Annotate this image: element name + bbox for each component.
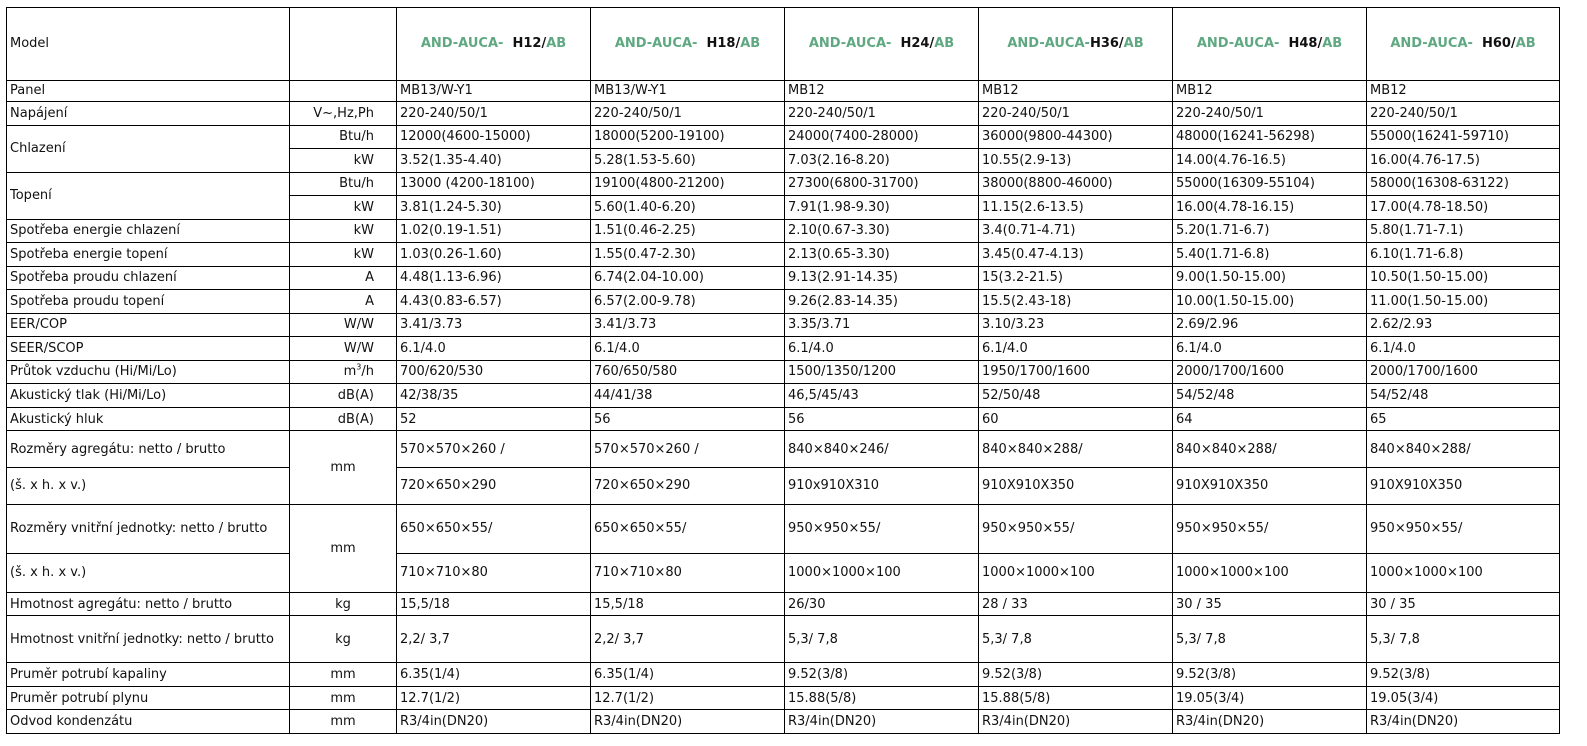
unit-cell: kg [290, 616, 397, 663]
value-cell: 30 / 35 [1173, 592, 1367, 616]
value-cell: 9.52(3/8) [979, 663, 1173, 687]
value-cell: 2,2/ 3,7 [591, 616, 785, 663]
value-cell: 760/650/580 [591, 360, 785, 384]
value-cell: 10.00(1.50-15.00) [1173, 290, 1367, 314]
unit-cell: W/W [290, 313, 397, 337]
value-cell: 5,3/ 7,8 [1367, 616, 1560, 663]
row-label: Pruměr potrubí kapaliny [7, 663, 290, 687]
value-cell: 18000(5200-19100) [591, 125, 785, 149]
value-cell: 2,2/ 3,7 [397, 616, 591, 663]
value-cell: 52/50/48 [979, 384, 1173, 408]
value-cell: 6.1/4.0 [1367, 337, 1560, 361]
row-label: Rozměry vnitřní jednotky: netto / brutto [7, 504, 290, 553]
unit-base: m [343, 364, 357, 380]
value-cell: 36000(9800-44300) [979, 125, 1173, 149]
value-cell: 5,3/ 7,8 [979, 616, 1173, 663]
value-cell: 720×650×290 [591, 468, 785, 505]
value-cell: 15(3.2-21.5) [979, 266, 1173, 290]
unit-cell: V~,Hz,Ph [290, 102, 397, 126]
row-label: Hmotnost vnitřní jednotky: netto / brutto [7, 616, 290, 663]
table-row [7, 337, 1560, 361]
value-cell: 15.5(2.43-18) [979, 290, 1173, 314]
value-cell: 13000 (4200-18100) [397, 172, 591, 196]
value-cell: 65 [1367, 407, 1560, 431]
value-cell: 220-240/50/1 [1367, 102, 1560, 126]
unit-cell: W/W [290, 337, 397, 361]
table-row [7, 125, 1560, 149]
table-row [7, 686, 1560, 710]
value-cell: 15,5/18 [591, 592, 785, 616]
value-cell: 16.00(4.78-16.15) [1173, 196, 1367, 220]
value-cell: 720×650×290 [397, 468, 591, 505]
unit-cell: Btu/h [290, 125, 397, 149]
value-cell: MB12 [979, 80, 1173, 101]
value-cell: 9.00(1.50-15.00) [1173, 266, 1367, 290]
table-row [7, 219, 1560, 243]
value-cell: 19.05(3/4) [1173, 686, 1367, 710]
row-label: EER/COP [7, 313, 290, 337]
value-cell: 5.20(1.71-6.7) [1173, 219, 1367, 243]
value-cell: 26/30 [785, 592, 979, 616]
unit-cell [290, 80, 397, 101]
value-cell: 28 / 33 [979, 592, 1173, 616]
value-cell: 1.02(0.19-1.51) [397, 219, 591, 243]
table-row [7, 266, 1560, 290]
unit-cell: kW [290, 219, 397, 243]
value-cell: 6.1/4.0 [979, 337, 1173, 361]
row-label: Odvod kondenzátu [7, 710, 290, 734]
row-label: Hmotnost agregátu: netto / brutto [7, 592, 290, 616]
row-label: Spotřeba energie topení [7, 243, 290, 267]
value-cell: R3/4in(DN20) [591, 710, 785, 734]
value-cell: MB12 [1367, 80, 1560, 101]
value-cell: 27300(6800-31700) [785, 172, 979, 196]
row-label: Akustický hluk [7, 407, 290, 431]
value-cell: 6.1/4.0 [1173, 337, 1367, 361]
value-cell: 30 / 35 [1367, 592, 1560, 616]
value-cell: 1950/1700/1600 [979, 360, 1173, 384]
table-row [7, 407, 1560, 431]
value-cell: 220-240/50/1 [1173, 102, 1367, 126]
model-header: AND-AUCA- H12/AB [397, 8, 591, 81]
value-cell: R3/4in(DN20) [979, 710, 1173, 734]
unit-cell: mm [290, 663, 397, 687]
value-cell: 55000(16309-55104) [1173, 172, 1367, 196]
table-row [7, 80, 1560, 101]
unit-cell: mm [290, 710, 397, 734]
unit-cell: mm [290, 686, 397, 710]
model-header: AND-AUCA- H60/AB [1367, 8, 1560, 81]
value-cell: 6.1/4.0 [397, 337, 591, 361]
value-cell: 650×650×55/ [591, 504, 785, 553]
value-cell: 56 [591, 407, 785, 431]
model-header: AND-AUCA-H36/AB [979, 8, 1173, 81]
row-label: Chlazení [7, 125, 290, 172]
table-row [7, 243, 1560, 267]
value-cell: 9.52(3/8) [785, 663, 979, 687]
table-row [7, 172, 1560, 196]
value-cell: 15,5/18 [397, 592, 591, 616]
value-cell: R3/4in(DN20) [785, 710, 979, 734]
value-cell: 9.52(3/8) [1173, 663, 1367, 687]
value-cell: 1500/1350/1200 [785, 360, 979, 384]
value-cell: 9.13(2.91-14.35) [785, 266, 979, 290]
value-cell: 12.7(1/2) [591, 686, 785, 710]
value-cell: R3/4in(DN20) [1367, 710, 1560, 734]
table-row [7, 102, 1560, 126]
value-cell: 220-240/50/1 [397, 102, 591, 126]
row-label: (š. x h. x v.) [7, 468, 290, 505]
row-label: Spotřeba energie chlazení [7, 219, 290, 243]
header-unit-cell [290, 8, 397, 81]
value-cell: 24000(7400-28000) [785, 125, 979, 149]
value-cell: 44/41/38 [591, 384, 785, 408]
table-row [7, 313, 1560, 337]
table-row [7, 431, 1560, 468]
value-cell: 950×950×55/ [1367, 504, 1560, 553]
table-row [7, 710, 1560, 734]
value-cell: 840×840×246/ [785, 431, 979, 468]
unit-cell [290, 360, 397, 384]
value-cell: 1.55(0.47-2.30) [591, 243, 785, 267]
value-cell: 1000×1000×100 [785, 553, 979, 592]
value-cell: 650×650×55/ [397, 504, 591, 553]
value-cell: 840×840×288/ [1173, 431, 1367, 468]
row-label: Pruměr potrubí plynu [7, 686, 290, 710]
value-cell: 2.62/2.93 [1367, 313, 1560, 337]
row-label: Akustický tlak (Hi/Mi/Lo) [7, 384, 290, 408]
unit-cell: kW [290, 243, 397, 267]
value-cell: 220-240/50/1 [785, 102, 979, 126]
unit-cell: kW [290, 196, 397, 220]
value-cell: 54/52/48 [1173, 384, 1367, 408]
value-cell: 3.41/3.73 [591, 313, 785, 337]
header-label: Model [7, 8, 290, 81]
value-cell: 950×950×55/ [979, 504, 1173, 553]
header-row [7, 8, 1560, 81]
value-cell: 710×710×80 [397, 553, 591, 592]
value-cell: 6.74(2.04-10.00) [591, 266, 785, 290]
value-cell: 2000/1700/1600 [1173, 360, 1367, 384]
value-cell: 52 [397, 407, 591, 431]
value-cell: 15.88(5/8) [785, 686, 979, 710]
table-row [7, 592, 1560, 616]
value-cell: 6.10(1.71-6.8) [1367, 243, 1560, 267]
value-cell: 9.52(3/8) [1367, 663, 1560, 687]
table-row [7, 290, 1560, 314]
value-cell: 3.81(1.24-5.30) [397, 196, 591, 220]
value-cell: 570×570×260 / [397, 431, 591, 468]
value-cell: 220-240/50/1 [979, 102, 1173, 126]
value-cell: 910X910X350 [1173, 468, 1367, 505]
value-cell: 15.88(5/8) [979, 686, 1173, 710]
value-cell: 56 [785, 407, 979, 431]
row-label: Spotřeba proudu topení [7, 290, 290, 314]
unit-cell: mm [290, 431, 397, 505]
value-cell: 3.41/3.73 [397, 313, 591, 337]
value-cell: 910x910X310 [785, 468, 979, 505]
unit-cell: A [290, 290, 397, 314]
value-cell: 5.80(1.71-7.1) [1367, 219, 1560, 243]
value-cell: 950×950×55/ [785, 504, 979, 553]
row-label: Napájení [7, 102, 290, 126]
value-cell: 950×950×55/ [1173, 504, 1367, 553]
unit-superscript: 3 [356, 363, 362, 373]
row-label: Panel [7, 80, 290, 101]
value-cell: 19100(4800-21200) [591, 172, 785, 196]
value-cell: 1.51(0.46-2.25) [591, 219, 785, 243]
value-cell: 3.45(0.47-4.13) [979, 243, 1173, 267]
value-cell: 6.35(1/4) [397, 663, 591, 687]
value-cell: 19.05(3/4) [1367, 686, 1560, 710]
value-cell: 5.40(1.71-6.8) [1173, 243, 1367, 267]
value-cell: 5,3/ 7,8 [1173, 616, 1367, 663]
unit-cell: kg [290, 592, 397, 616]
value-cell: R3/4in(DN20) [1173, 710, 1367, 734]
value-cell: 3.10/3.23 [979, 313, 1173, 337]
value-cell: 1000×1000×100 [1367, 553, 1560, 592]
table-row [7, 504, 1560, 553]
value-cell: 12.7(1/2) [397, 686, 591, 710]
unit-cell: A [290, 266, 397, 290]
row-label: Spotřeba proudu chlazení [7, 266, 290, 290]
spec-table [6, 7, 1560, 734]
table-row [7, 663, 1560, 687]
value-cell: 58000(16308-63122) [1367, 172, 1560, 196]
value-cell: 910X910X350 [979, 468, 1173, 505]
value-cell: 42/38/35 [397, 384, 591, 408]
value-cell: 700/620/530 [397, 360, 591, 384]
value-cell: 7.91(1.98-9.30) [785, 196, 979, 220]
value-cell: 54/52/48 [1367, 384, 1560, 408]
unit-cell: dB(A) [290, 384, 397, 408]
value-cell: 5.28(1.53-5.60) [591, 149, 785, 173]
unit-cell: dB(A) [290, 407, 397, 431]
value-cell: 1.03(0.26-1.60) [397, 243, 591, 267]
value-cell: 6.57(2.00-9.78) [591, 290, 785, 314]
value-cell: 7.03(2.16-8.20) [785, 149, 979, 173]
value-cell: 1000×1000×100 [1173, 553, 1367, 592]
value-cell: R3/4in(DN20) [397, 710, 591, 734]
value-cell: 11.00(1.50-15.00) [1367, 290, 1560, 314]
value-cell: 570×570×260 / [591, 431, 785, 468]
value-cell: 10.55(2.9-13) [979, 149, 1173, 173]
value-cell: 2.69/2.96 [1173, 313, 1367, 337]
value-cell: 46,5/45/43 [785, 384, 979, 408]
value-cell: 10.50(1.50-15.00) [1367, 266, 1560, 290]
value-cell: 12000(4600-15000) [397, 125, 591, 149]
value-cell: 17.00(4.78-18.50) [1367, 196, 1560, 220]
value-cell: 4.48(1.13-6.96) [397, 266, 591, 290]
value-cell: 3.52(1.35-4.40) [397, 149, 591, 173]
value-cell: 840×840×288/ [1367, 431, 1560, 468]
value-cell: 840×840×288/ [979, 431, 1173, 468]
row-label: SEER/SCOP [7, 337, 290, 361]
value-cell: 220-240/50/1 [591, 102, 785, 126]
unit-cell: Btu/h [290, 172, 397, 196]
value-cell: 910X910X350 [1367, 468, 1560, 505]
value-cell: 6.1/4.0 [785, 337, 979, 361]
value-cell: 38000(8800-46000) [979, 172, 1173, 196]
value-cell: 16.00(4.76-17.5) [1367, 149, 1560, 173]
model-header: AND-AUCA- H18/AB [591, 8, 785, 81]
value-cell: 6.35(1/4) [591, 663, 785, 687]
model-header: AND-AUCA- H48/AB [1173, 8, 1367, 81]
value-cell: 11.15(2.6-13.5) [979, 196, 1173, 220]
value-cell: 1000×1000×100 [979, 553, 1173, 592]
value-cell: 60 [979, 407, 1173, 431]
value-cell: 9.26(2.83-14.35) [785, 290, 979, 314]
value-cell: MB12 [785, 80, 979, 101]
row-label: Rozměry agregátu: netto / brutto [7, 431, 290, 468]
unit-cell: kW [290, 149, 397, 173]
value-cell: 4.43(0.83-6.57) [397, 290, 591, 314]
value-cell: 2000/1700/1600 [1367, 360, 1560, 384]
table-row [7, 468, 1560, 505]
model-header: AND-AUCA- H24/AB [785, 8, 979, 81]
value-cell: 48000(16241-56298) [1173, 125, 1367, 149]
value-cell: MB13/W-Y1 [397, 80, 591, 101]
value-cell: MB13/W-Y1 [591, 80, 785, 101]
table-row [7, 360, 1560, 384]
table-row [7, 384, 1560, 408]
unit-rest: /h [361, 364, 374, 380]
unit-cell: mm [290, 504, 397, 592]
value-cell: 5.60(1.40-6.20) [591, 196, 785, 220]
table-row [7, 553, 1560, 592]
value-cell: 64 [1173, 407, 1367, 431]
spec-table-body [7, 8, 1560, 734]
value-cell: 55000(16241-59710) [1367, 125, 1560, 149]
row-label: (š. x h. x v.) [7, 553, 290, 592]
value-cell: 3.4(0.71-4.71) [979, 219, 1173, 243]
value-cell: 6.1/4.0 [591, 337, 785, 361]
value-cell: 710×710×80 [591, 553, 785, 592]
value-cell: 2.10(0.67-3.30) [785, 219, 979, 243]
row-label: Topení [7, 172, 290, 219]
value-cell: MB12 [1173, 80, 1367, 101]
value-cell: 5,3/ 7,8 [785, 616, 979, 663]
table-row [7, 616, 1560, 663]
value-cell: 2.13(0.65-3.30) [785, 243, 979, 267]
value-cell: 3.35/3.71 [785, 313, 979, 337]
row-label: Průtok vzduchu (Hi/Mi/Lo) [7, 360, 290, 384]
value-cell: 14.00(4.76-16.5) [1173, 149, 1367, 173]
